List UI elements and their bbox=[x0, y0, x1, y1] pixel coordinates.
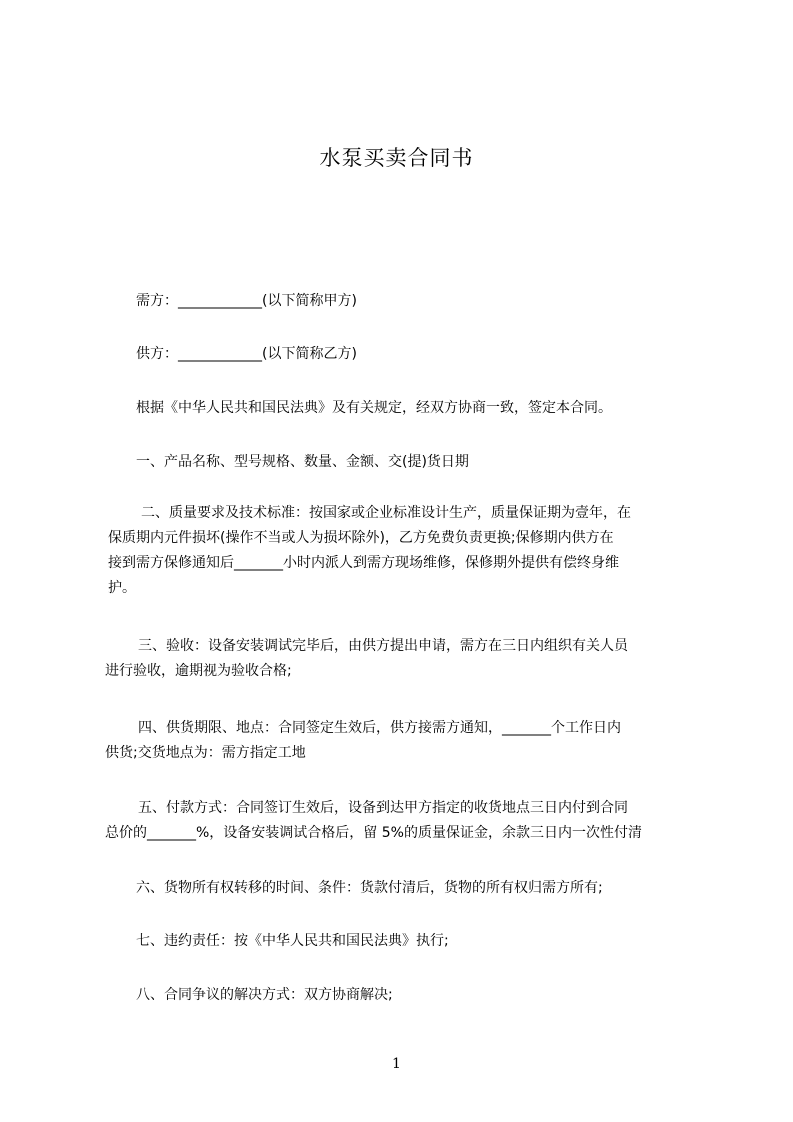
clause-2-line-3: 接到需方保修通知后_______小时内派人到需方现场维修，保修期外提供有偿终身维 bbox=[108, 555, 619, 571]
buyer-line: 需方：____________(以下简称甲方) bbox=[136, 293, 357, 309]
page-number: 1 bbox=[392, 1056, 401, 1072]
clause-7: 七、违约责任：按《中华人民共和国民法典》执行; bbox=[136, 933, 449, 949]
clause-5-line-1: 五、付款方式：合同签订生效后，设备到达甲方指定的收货地点三日内付到合同 bbox=[138, 800, 628, 816]
clause-2-line-1: 二、质量要求及技术标准：按国家或企业标准设计生产，质量保证期为壹年，在 bbox=[141, 505, 631, 521]
document-title: 水泵买卖合同书 bbox=[319, 146, 474, 170]
clause-3-line-1: 三、验收：设备安装调试完毕后，由供方提出申请，需方在三日内组织有关人员 bbox=[138, 638, 628, 654]
clause-2 bbox=[108, 501, 631, 601]
clause-3 bbox=[105, 634, 628, 684]
clause-4 bbox=[105, 716, 621, 766]
supplier-line: 供方：____________(以下简称乙方) bbox=[136, 346, 357, 362]
clause-4-line-1: 四、供货期限、地点：合同签定生效后，供方接需方通知，_______个工作日内 bbox=[138, 720, 621, 736]
clause-5-line-2: 总价的_______%，设备安装调试合格后，留 5%的质量保证金，余款三日内一次性付清 bbox=[105, 825, 642, 841]
clause-6: 六、货物所有权转移的时间、条件：货款付清后，货物的所有权归需方所有; bbox=[136, 880, 603, 896]
clause-4-line-2: 供货;交货地点为：需方指定工地 bbox=[105, 745, 306, 761]
clause-2-line-4: 护。 bbox=[108, 580, 136, 596]
intro-paragraph: 根据《中华人民共和国民法典》及有关规定，经双方协商一致，签定本合同。 bbox=[136, 400, 612, 416]
clause-8: 八、合同争议的解决方式：双方协商解决; bbox=[136, 987, 393, 1003]
clause-1: 一、产品名称、型号规格、数量、金额、交(提)货日期 bbox=[136, 454, 469, 470]
clause-3-line-2: 进行验收，逾期视为验收合格; bbox=[105, 663, 292, 679]
clause-2-line-2: 保质期内元件损坏(操作不当或人为损坏除外)，乙方免费负责更换;保修期内供方在 bbox=[108, 530, 614, 546]
clause-5 bbox=[105, 796, 642, 846]
